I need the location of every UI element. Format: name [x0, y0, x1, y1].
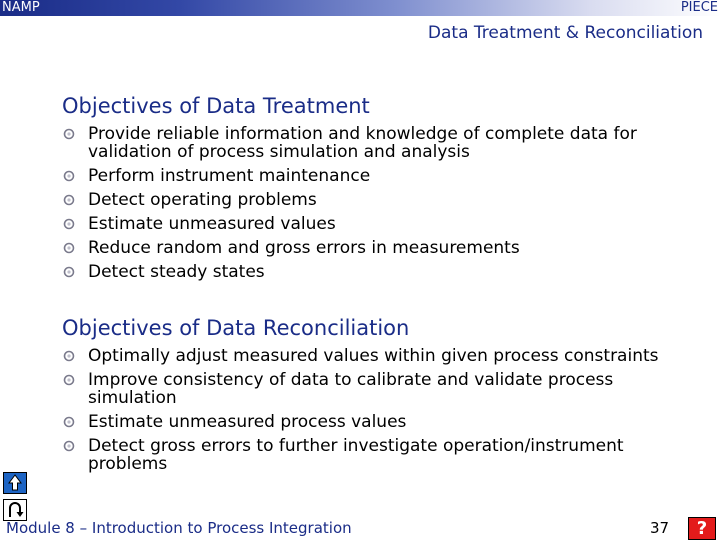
list-item — [62, 125, 682, 161]
footer-module-title: Module 8 – Introduction to Process Integration — [6, 519, 352, 537]
bullet-text: Detect steady states — [88, 262, 265, 282]
header-bar — [0, 0, 720, 16]
list-item — [62, 413, 702, 431]
ring-bullet-icon — [63, 266, 75, 278]
ring-bullet-icon — [63, 440, 75, 452]
list-item — [62, 239, 682, 257]
bullet-text: Optimally adjust measured values within given process constraints — [88, 346, 659, 366]
bullet-text: Improve consistency of data to calibrate and validate process simulation — [88, 370, 614, 408]
u-turn-back-icon — [4, 500, 26, 520]
ring-bullet-icon — [63, 416, 75, 428]
list-item — [62, 215, 682, 233]
ring-bullet-icon — [63, 350, 75, 362]
data-reconciliation-bullet-list — [62, 347, 702, 479]
list-item — [62, 347, 702, 365]
bullet-text: Detect operating problems — [88, 190, 317, 210]
bullet-text: Reduce random and gross errors in measurements — [88, 238, 520, 258]
list-item — [62, 191, 682, 209]
list-item — [62, 437, 702, 473]
home-nav-button[interactable] — [3, 472, 27, 494]
page-number: 37 — [650, 519, 670, 537]
list-item — [62, 167, 682, 185]
bullet-text: Perform instrument maintenance — [88, 166, 371, 186]
home-arrow-icon — [4, 473, 26, 493]
ring-bullet-icon — [63, 218, 75, 230]
section-heading-data-treatment: Objectives of Data Treatment — [62, 94, 370, 118]
header-right-label: PIECE — [680, 0, 718, 15]
list-item — [62, 371, 702, 407]
question-mark-icon: ? — [696, 518, 708, 539]
bullet-text: Estimate unmeasured process values — [88, 412, 407, 432]
ring-bullet-icon — [63, 128, 75, 140]
ring-bullet-icon — [63, 374, 75, 386]
ring-bullet-icon — [63, 170, 75, 182]
bullet-text: Estimate unmeasured values — [88, 214, 336, 234]
section-heading-data-reconciliation: Objectives of Data Reconciliation — [62, 316, 410, 340]
ring-bullet-icon — [63, 194, 75, 206]
header-left-label: NAMP — [2, 0, 40, 15]
back-nav-button[interactable] — [3, 499, 27, 521]
help-button[interactable] — [688, 517, 716, 540]
bullet-text: Provide reliable information and knowledge of complete data for validation of process simulation and analysis — [88, 124, 637, 162]
ring-bullet-icon — [63, 242, 75, 254]
bullet-text: Detect gross errors to further investigate operation/instrument problems — [88, 436, 624, 474]
data-treatment-bullet-list — [62, 125, 682, 287]
list-item — [62, 263, 682, 281]
slide-subtitle: Data Treatment & Reconciliation — [427, 23, 703, 43]
